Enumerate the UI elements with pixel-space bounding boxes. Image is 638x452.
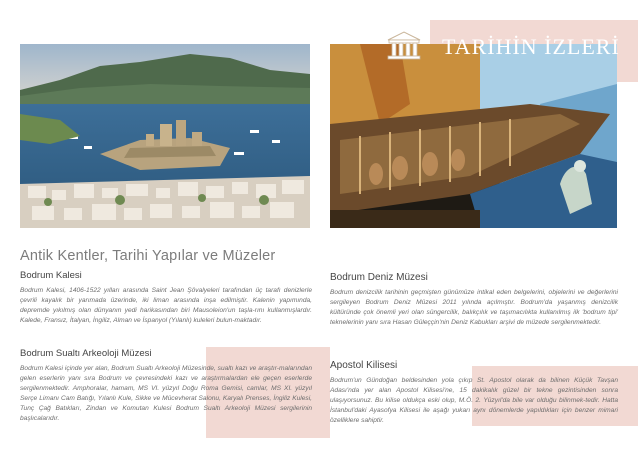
bodrum-castle-harbor-photo [20,44,310,228]
article-sualti-muzesi [20,348,312,424]
article-body: Bodrum'un Gündoğan beldesinden yola çıkıp St. Apostol olarak da bilinen Küçük Tavşan Adası'nda yer alan Apostol Kilisesi'ne, 15 dakikalık güzel bir tekne gezintisinden sonra ulaşıyorsunuz. Bu kilise oldukça eski olup, M.Ö. 2. Yüzyıl'da bile var olduğu bilinmek-tedir. Hatta İstanbul'daki Ayasofya Kilisesi ile aşağı yukarı aynı dönemlerde yapıldıkları için benzer mimari özelliklere sahiptir. [330,377,618,424]
article-body: Bodrum denizcilik tarihinin geçmişten günümüze intikal eden belgelerini, objelerini ve değerlerini sergileyen Bodrum Deniz Müzesi 2011 yılında açılmıştır. Bodrum'da yaşanmış denizcilik kültüründe çok önemli yeri olan süngercilik, balıkçılık ve taşımacılıkta kullanılmış ilk 'bodrum tipi' teknelerinin yanı sıra Hasan Güleççin'nin Deniz Kabukları arşivi de müzede sergilenmektedir. [330,289,618,326]
article-deniz-muzesi [330,272,618,328]
article-title: Apostol Kilisesi [330,360,398,371]
article-body: Bodrum Kalesi, 1406-1522 yılları arasında Saint Jean Şövalyeleri tarafından üç tarafı denizlerle çevrili kayalık bir yarımada üzerinde, iki liman arasında inşa edilmiştir. Kalenin yapımında, depremde yıkılmış olan dünyanın yedi harikasından biri Mausoleion'un taşla-rını kullanmışlardır. Kalede, Fransız, İtalyan, İngiliz, Alman ve İspanyol (Yılanlı) kuleleri bulun-maktadır. [20,287,312,324]
article-bodrum-kalesi [20,270,312,326]
shipwreck-museum-photo [330,44,617,228]
article-body: Bodrum Kalesi içinde yer alan, Bodrum Sualtı Arkeoloji Müzesinde, sualtı kazı ve araştır-malarından gelen eserlerin yanı sıra Bodrum ve çevresindeki kazı ve araştırmalardan ele geçen eserlerde sergilenmektedir. Amphoralar, hamam, MS VI. yüzyıl Doğu Roma Gemisi, camlar, MS XI. yüzyıl Serçe Limanı Cam Batığı, Yılanlı Kule, Sikke ve Mücevherat Salonu, Karyalı Prenses, İngiliz Kulesi, Tunç Çağ Batıkları, Zindan ve Komutan Kulesi Bodrum Sualtı Arkeoloji Müzesi sergilerinin başlıcalarıdır. [20,365,312,422]
page-title: TARİHİN İZLERİ [442,34,620,59]
temple-icon [384,30,424,62]
article-title: Bodrum Deniz Müzesi [330,272,428,283]
section-heading: Antik Kentler, Tarihi Yapılar ve Müzeler [20,248,276,264]
article-apostol-kilisesi [330,360,618,426]
article-title: Bodrum Sualtı Arkeoloji Müzesi [20,348,152,359]
article-title: Bodrum Kalesi [20,270,82,281]
